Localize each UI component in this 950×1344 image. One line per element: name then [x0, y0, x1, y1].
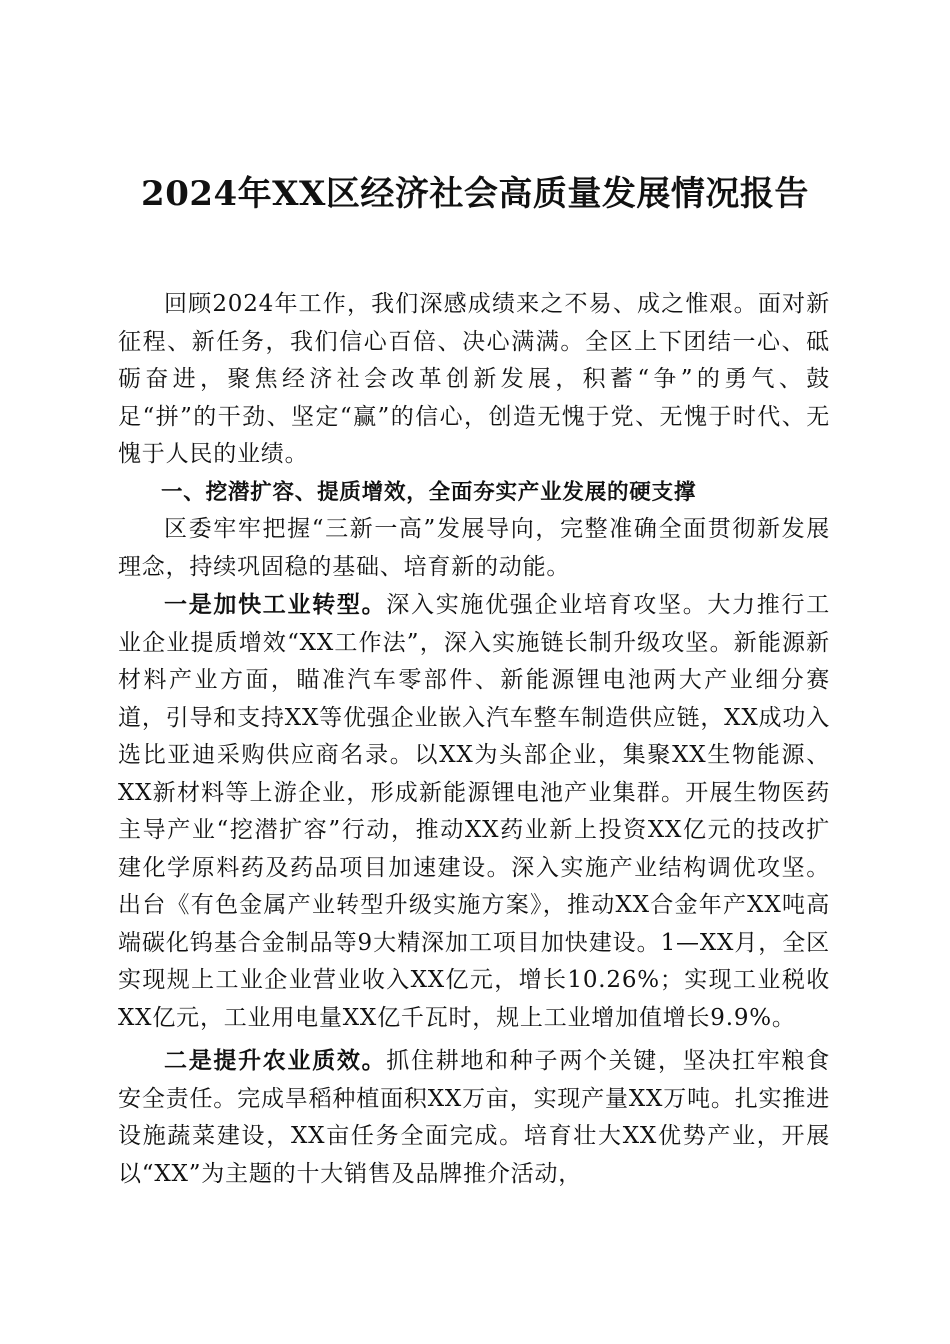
industry-lead: 一是加快工业转型。 [164, 591, 387, 618]
section-1-heading: 一、挖潜扩容、提质增效，全面夯实产业发展的硬支撑 [161, 479, 697, 505]
document-title: 2024年XX区经济社会高质量发展情况报告 [141, 174, 809, 214]
intro-paragraph: 回顾2024年工作，我们深感成绩来之不易、成之惟艰。面对新征程、新任务，我们信心百倍、决心满满。全区上下团结一心、砥砺奋进，聚焦经济社会改革创新发展，积蓄“争”的勇气、鼓足“拼”的干劲、坚定“赢”的信心，创造无愧于党、无愧于时代、无愧于人民的业绩。 [118, 291, 830, 467]
section-1-intro-paragraph: 区委牢牢把握“三新一高”发展导向，完整准确全面贯彻新发展理念，持续巩固稳的基础、培育新的动能。 [118, 516, 830, 580]
agriculture-paragraph [118, 1042, 830, 1193]
agriculture-text: 抓住耕地和种子两个关键，坚决扛牢粮食安全责任。完成旱稻种植面积XX万亩，实现产量XX万吨。扎实推进设施蔬菜建设，XX亩任务全面完成。培育壮大XX优势产业，开展以“XX”为主题的十大销售及品牌推介活动， [118, 1048, 830, 1187]
industry-paragraph [118, 586, 830, 1037]
agriculture-lead: 二是提升农业质效。 [164, 1047, 387, 1074]
document-body [118, 286, 830, 1193]
industry-text: 深入实施优强企业培育攻坚。大力推行工业企业提质增效“XX工作法”，深入实施链长制升级攻坚。新能源新材料产业方面，瞄准汽车零部件、新能源锂电池两大产业细分赛道，引导和支持XX等优强企业嵌入汽车整车制造供应链，XX成功入选比亚迪采购供应商名录。以XX为头部企业，集聚XX生物能源、XX新材料等上游企业，形成新能源锂电池产业集群。开展生物医药主导产业“挖潜扩容”行动，推动XX药业新上投资XX亿元的技改扩建化学原料药及药品项目加速建设。深入实施产业结构调优攻坚。出台《有色金属产业转型升级实施方案》，推动XX合金年产XX吨高端碳化钨基合金制品等9大精深加工项目加快建设。1—XX月，全区实现规上工业企业营业收入XX亿元，增长10.26%；实现工业税收XX亿元，工业用电量XX亿千瓦时，规上工业增加值增长9.9%。 [118, 592, 830, 1031]
